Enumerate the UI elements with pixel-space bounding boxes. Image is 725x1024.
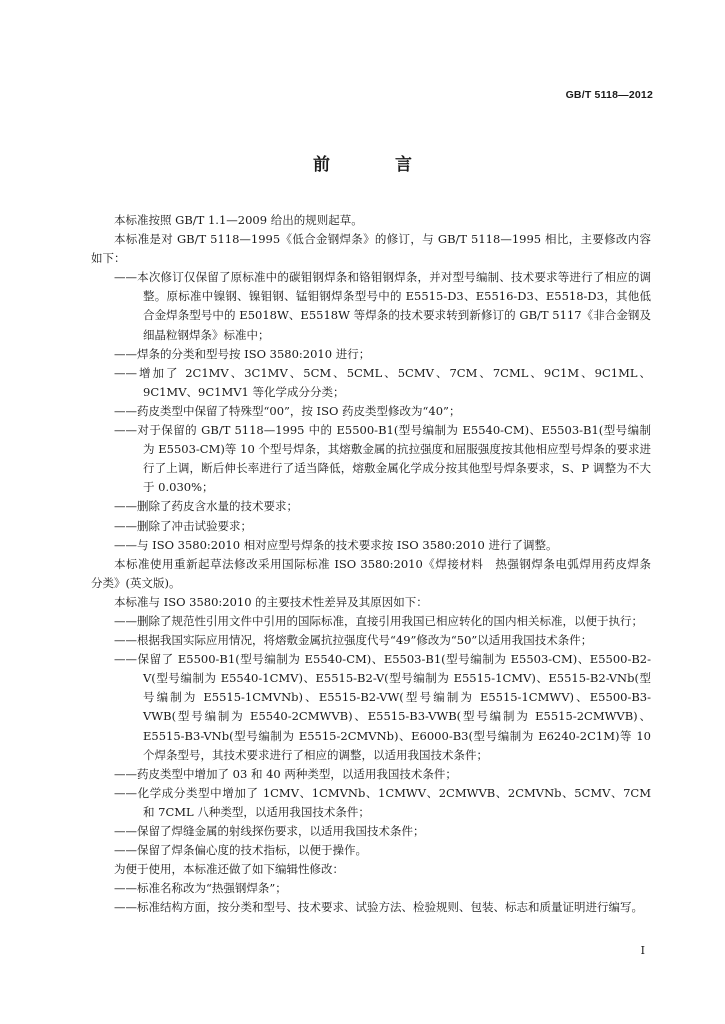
editorial-intro-paragraph: 为便于使用，本标准还做了如下编辑性修改： (114, 862, 344, 877)
list-item: ——标准结构方面，按分类和型号、技术要求、试验方法、检验规则、包装、标志和质量证明进行编写。 (114, 900, 643, 915)
iso-differences-list (91, 612, 651, 860)
page-number: I (640, 944, 645, 957)
list-item: ——对于保留的 GB/T 5118—1995 中的 E5500-B1(型号编制为 E5540-CM)、E5503-B1(型号编制为 E5503-CM)等 10 个型号焊条，其熔敷金属的抗拉强度和屈服强度按其他相应型号焊条的要求进行了上调，断后伸长率进行了适当降低，熔敷金属化学成分按其他型号焊条要求，S、P 调整为不大于 0.030%； (114, 423, 651, 495)
list-item: ——保留了 E5500-B1(型号编制为 E5540-CM)、E5503-B1(型号编制为 E5503-CM)、E5500-B2-V(型号编制为 E5540-1CMV)、E5515-B2-V(型号编制为 E5515-1CMV)、E5515-B2-VNb(型号编制为 E5515-1CMVNb)、E5515-B2-VW(型号编制为 E5515-1CMWV)、E5500-B3-VWB(型号编制为 E5540-2CMWVB)、E5515-B3-VWB(型号编制为 E5515-2CMWVB)、E5515-B3-VNb(型号编制为 E5515-2CMVNb)、E6000-B3(型号编制为 E6240-2C1M)等 10 个焊条型号，其技术要求进行了相应的调整，以适用我国技术条件； (114, 652, 651, 762)
list-item: ——药皮类型中保留了特殊型“00”，按 ISO 药皮类型修改为“40”； (114, 403, 461, 418)
changes-list (91, 268, 651, 554)
list-item: ——根据我国实际应用情况，将熔敷金属抗拉强度代号“49”修改为“50”以适用我国技术条件； (114, 633, 593, 648)
list-item: ——删除了冲击试验要求； (114, 518, 252, 533)
list-item: ——保留了焊条偏心度的技术指标，以便于操作。 (114, 843, 367, 858)
list-item: ——增加了 2C1MV、3C1MV、5CM、5CML、5CMV、7CM、7CML、9C1M、9C1ML、9C1MV、9C1MV1 等化学成分分类； (114, 365, 651, 399)
iso-adoption-paragraph: 本标准使用重新起草法修改采用国际标准 ISO 3580:2010《焊接材料 热强钢焊条电弧焊用药皮焊条 分类》(英文版)。 (91, 556, 663, 590)
list-item: ——化学成分类型中增加了 1CMV、1CMVNb、1CMWV、2CMWVB、2CMVNb、5CMV、7CM 和 7CML 八种类型，以适用我国技术条件； (114, 785, 651, 819)
list-item: ——本次修订仅保留了原标准中的碳钼钢焊条和铬钼钢焊条，并对型号编制、技术要求等进行了相应的调整。原标准中镍钢、镍钼钢、锰钼钢焊条型号中的 E5515-D3、E5516-D3、E5518-D3，其他低合金焊条型号中的 E5018W、E5518W 等焊条的技术要求转到新修订的 GB/T 5117《非合金钢及细晶粒钢焊条》标准中； (114, 270, 651, 342)
iso-differences-intro-paragraph: 本标准与 ISO 3580:2010 的主要技术性差异及其原因如下： (114, 594, 428, 609)
list-item: ——删除了药皮含水量的技术要求； (114, 499, 298, 514)
list-item: ——标准名称改为“热强钢焊条”； (114, 881, 287, 896)
drafting-rule-paragraph: 本标准按照 GB/T 1.1—2009 给出的规则起草。 (114, 213, 363, 227)
standard-code-header: GB/T 5118—2012 (565, 89, 653, 101)
foreword-body (91, 211, 663, 917)
list-item: ——药皮类型中增加了 03 和 40 两种类型，以适用我国技术条件； (114, 766, 457, 781)
list-item: ——焊条的分类和型号按 ISO 3580:2010 进行； (114, 346, 371, 361)
revision-intro-paragraph: 本标准是对 GB/T 5118—1995《低合金钢焊条》的修订，与 GB/T 5118—1995 相比，主要修改内容如下： (91, 232, 651, 266)
list-item: ——删除了规范性引用文件中引用的国际标准，直接引用我国已相应转化的国内相关标准，以便于执行； (114, 613, 643, 628)
list-item: ——保留了焊缝金属的射线探伤要求，以适用我国技术条件； (114, 824, 425, 838)
list-item: ——与 ISO 3580:2010 相对应型号焊条的技术要求按 ISO 3580:2010 进行了调整。 (114, 537, 558, 552)
editorial-changes-list (91, 879, 651, 917)
page-title: 前 言 (313, 155, 436, 175)
